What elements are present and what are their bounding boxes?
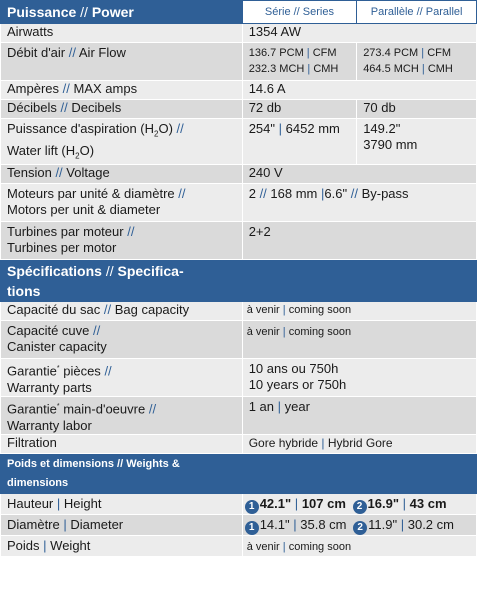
motors-label	[1, 184, 243, 222]
bag-value-fr: à venir	[246, 304, 280, 317]
bar-separator: |	[278, 121, 283, 136]
number-1-icon: 1	[245, 521, 259, 535]
warranty-mark: *	[56, 365, 60, 373]
warranty-parts-label	[1, 359, 243, 397]
airflow-label	[1, 43, 243, 81]
airflow-series-cfm-en: CFM	[312, 47, 337, 59]
slash-separator: //	[55, 165, 63, 181]
warranty-labor-label-fr: Garantie	[7, 401, 57, 417]
slash-separator: //	[60, 100, 68, 115]
height-model2-in: 16.9"	[367, 496, 399, 512]
slash-separator: //	[68, 45, 76, 60]
dimensions-title-line2: dimensions	[7, 477, 69, 490]
weight-value-en: coming soon	[288, 541, 352, 554]
voltage-label	[1, 165, 243, 184]
motors-value	[242, 184, 476, 222]
water-lift-sub: 2	[154, 129, 159, 139]
height-label-fr: Hauteur	[7, 496, 54, 512]
bar-separator: |	[43, 538, 47, 554]
warranty-parts-label-fr: Garantie	[7, 363, 57, 379]
height-label-en: Height	[63, 496, 102, 512]
dimensions-header	[1, 454, 477, 494]
specs-title-en: Specifica-	[117, 263, 184, 280]
row-weight	[1, 536, 477, 557]
warranty-labor-value-en: year	[284, 399, 310, 415]
row-warranty-labor	[1, 397, 477, 435]
parallel-column-header	[357, 1, 477, 24]
airflow-series-cmh: 232.3 MCH	[248, 63, 305, 75]
row-voltage	[1, 165, 477, 184]
row-airwatts	[1, 24, 477, 43]
bar-separator: |	[282, 326, 286, 339]
bag-capacity-value	[242, 302, 476, 321]
amps-value: 14.6 A	[242, 81, 476, 100]
water-lift-series-mm: 6452 mm	[285, 121, 340, 136]
row-warranty-parts	[1, 359, 477, 397]
warranty-labor-value-fr: 1 an	[248, 399, 275, 415]
bar-separator: |	[321, 186, 325, 202]
row-canister-capacity	[1, 321, 477, 359]
water-lift-parallel	[357, 119, 477, 165]
weight-label-fr: Poids	[7, 538, 40, 554]
airflow-label-en: Air Flow	[78, 45, 126, 60]
height-model2-cm: 43 cm	[409, 496, 447, 512]
water-lift-parallel-mm: 3790 mm	[363, 137, 418, 152]
slash-separator: //	[104, 363, 112, 379]
bar-separator: |	[277, 399, 282, 415]
bag-value-en: coming soon	[288, 304, 352, 317]
slash-separator: //	[178, 186, 186, 202]
voltage-value: 240 V	[242, 165, 476, 184]
water-lift-series	[242, 119, 356, 165]
specs-title-fr: Spécifications	[7, 263, 102, 280]
row-airflow	[1, 43, 477, 81]
number-2-icon: 2	[353, 500, 367, 514]
diameter-model1-in: 14.1"	[259, 517, 290, 533]
slash-separator: //	[176, 121, 184, 136]
weight-value	[242, 536, 476, 557]
airflow-label-fr: Débit d'air	[7, 45, 66, 60]
bag-label-fr: Capacité du sac	[7, 302, 101, 318]
water-lift-label-en: Water lift (H	[7, 142, 76, 158]
turbines-label	[1, 222, 243, 260]
slash-separator: //	[62, 81, 70, 96]
turbines-label-fr: Turbines par moteur	[7, 224, 124, 240]
canister-capacity-label	[1, 321, 243, 359]
row-turbines	[1, 222, 477, 260]
diameter-model2-in: 11.9"	[368, 517, 398, 533]
row-decibels	[1, 100, 477, 119]
row-diameter	[1, 515, 477, 536]
weight-label-en: Weight	[50, 538, 91, 554]
bar-separator: |	[294, 496, 299, 512]
bar-separator: |	[56, 496, 61, 512]
canister-value-en: coming soon	[288, 326, 352, 339]
water-lift-series-in: 254"	[248, 121, 276, 136]
airflow-series	[242, 43, 356, 81]
warranty-parts-label-fr-end: pièces	[59, 363, 101, 379]
diameter-value	[242, 515, 476, 536]
row-amps	[1, 81, 477, 100]
warranty-labor-value	[242, 397, 476, 435]
decibels-label-en: Decibels	[71, 100, 122, 115]
decibels-label-fr: Décibels	[7, 100, 57, 115]
warranty-labor-label-fr-end: main-d'oeuvre	[59, 401, 146, 417]
diameter-label	[1, 515, 243, 536]
bar-separator: |	[63, 517, 67, 533]
number-2-icon: 2	[353, 521, 367, 535]
specs-title-sep: //	[105, 263, 114, 280]
power-header	[1, 1, 243, 24]
decibels-series: 72 db	[242, 100, 356, 119]
water-lift-parallel-in: 149.2"	[363, 121, 401, 136]
warranty-parts-value-en: 10 years or 750h	[248, 377, 347, 393]
series-column-label: Série // Series	[264, 6, 334, 18]
decibels-label	[1, 100, 243, 119]
bag-label-en: Bag capacity	[114, 302, 190, 318]
specifications-header	[1, 260, 477, 302]
canister-value-fr: à venir	[246, 326, 280, 339]
diameter-model2-cm: 30.2 cm	[407, 517, 454, 533]
slash-separator: //	[259, 186, 267, 202]
height-value	[242, 494, 476, 515]
slash-separator: //	[103, 302, 112, 318]
filtration-label: Filtration	[1, 435, 243, 454]
weight-label	[1, 536, 243, 557]
series-column-header	[242, 1, 356, 24]
amps-label-en: MAX amps	[73, 81, 138, 96]
voltage-label-fr: Tension	[7, 165, 52, 181]
airflow-parallel-cmh-en: CMH	[427, 63, 453, 75]
parallel-column-label: Parallèle // Parallel	[370, 6, 463, 18]
water-lift-label-en-end: O)	[79, 142, 95, 158]
canister-capacity-value	[242, 321, 476, 359]
specs-title-en-line2: tions	[7, 283, 41, 300]
airflow-parallel-cfm-en: CFM	[427, 47, 452, 59]
slash-separator: //	[350, 186, 358, 202]
height-model1-cm: 107 cm	[301, 496, 346, 512]
turbines-label-en: Turbines per motor	[7, 240, 117, 256]
motors-count: 2	[248, 186, 256, 202]
water-lift-label	[1, 119, 243, 165]
row-height	[1, 494, 477, 515]
warranty-parts-value	[242, 359, 476, 397]
bar-separator: |	[293, 517, 297, 533]
warranty-parts-label-en: Warranty parts	[7, 379, 92, 395]
amps-label-fr: Ampères	[7, 81, 60, 96]
bar-separator: |	[400, 517, 405, 533]
bag-capacity-label	[1, 302, 243, 321]
canister-label-en: Canister capacity	[7, 339, 107, 355]
water-lift-sub-en: 2	[75, 151, 80, 161]
airflow-series-cfm: 136.7 PCM	[248, 47, 304, 59]
canister-label-fr: Capacité cuve	[7, 323, 90, 339]
motors-label-en: Motors per unit & diameter	[7, 202, 161, 218]
bar-separator: |	[306, 47, 310, 59]
bar-separator: |	[402, 496, 407, 512]
bar-separator: |	[321, 436, 325, 451]
filtration-value-en: Hybrid Gore	[327, 436, 393, 451]
bar-separator: |	[282, 541, 286, 554]
turbines-value: 2+2	[242, 222, 476, 260]
row-filtration	[1, 435, 477, 454]
slash-separator: //	[127, 224, 135, 240]
power-title-fr: Puissance	[7, 4, 77, 20]
slash-separator: //	[148, 401, 157, 417]
airflow-parallel	[357, 43, 477, 81]
airwatts-value: 1354 AW	[242, 24, 476, 43]
airwatts-label: Airwatts	[1, 24, 243, 43]
diameter-model1-cm: 35.8 cm	[300, 517, 347, 533]
row-water-lift	[1, 119, 477, 165]
voltage-label-en: Voltage	[66, 165, 110, 181]
warranty-labor-label-en: Warranty labor	[7, 417, 92, 433]
number-1-icon: 1	[245, 500, 259, 514]
power-title-sep: //	[80, 4, 88, 20]
airflow-series-cmh-en: CMH	[313, 63, 339, 75]
bar-separator: |	[307, 63, 311, 75]
motors-type: By-pass	[361, 186, 409, 202]
diameter-label-fr: Diamètre	[7, 517, 60, 533]
motors-inch: 6.6"	[324, 186, 348, 202]
bar-separator: |	[282, 304, 286, 317]
dimensions-title: Poids et dimensions // Weights &	[7, 458, 180, 471]
water-lift-label-fr: Puissance d'aspiration (H	[7, 121, 154, 136]
filtration-value	[242, 435, 476, 454]
power-title-en: Power	[91, 4, 134, 20]
diameter-label-en: Diameter	[70, 517, 124, 533]
airflow-parallel-cfm: 273.4 PCM	[363, 47, 419, 59]
motors-label-fr: Moteurs par unité & diamètre	[7, 186, 175, 202]
water-lift-label-fr-end: O)	[158, 121, 173, 136]
warranty-mark: *	[56, 403, 60, 411]
row-bag-capacity	[1, 302, 477, 321]
decibels-parallel: 70 db	[357, 100, 477, 119]
row-motors	[1, 184, 477, 222]
bar-separator: |	[421, 47, 425, 59]
bar-separator: |	[421, 63, 425, 75]
warranty-parts-value-fr: 10 ans ou 750h	[248, 361, 339, 377]
height-label	[1, 494, 243, 515]
airflow-parallel-cmh: 464.5 MCH	[363, 63, 419, 75]
height-model1-in: 42.1"	[259, 496, 292, 512]
weight-value-fr: à venir	[246, 541, 280, 554]
slash-separator: //	[93, 323, 101, 339]
warranty-labor-label	[1, 397, 243, 435]
amps-label	[1, 81, 243, 100]
motors-mm: 168 mm	[270, 186, 318, 202]
filtration-value-fr: Gore hybride	[248, 436, 319, 451]
